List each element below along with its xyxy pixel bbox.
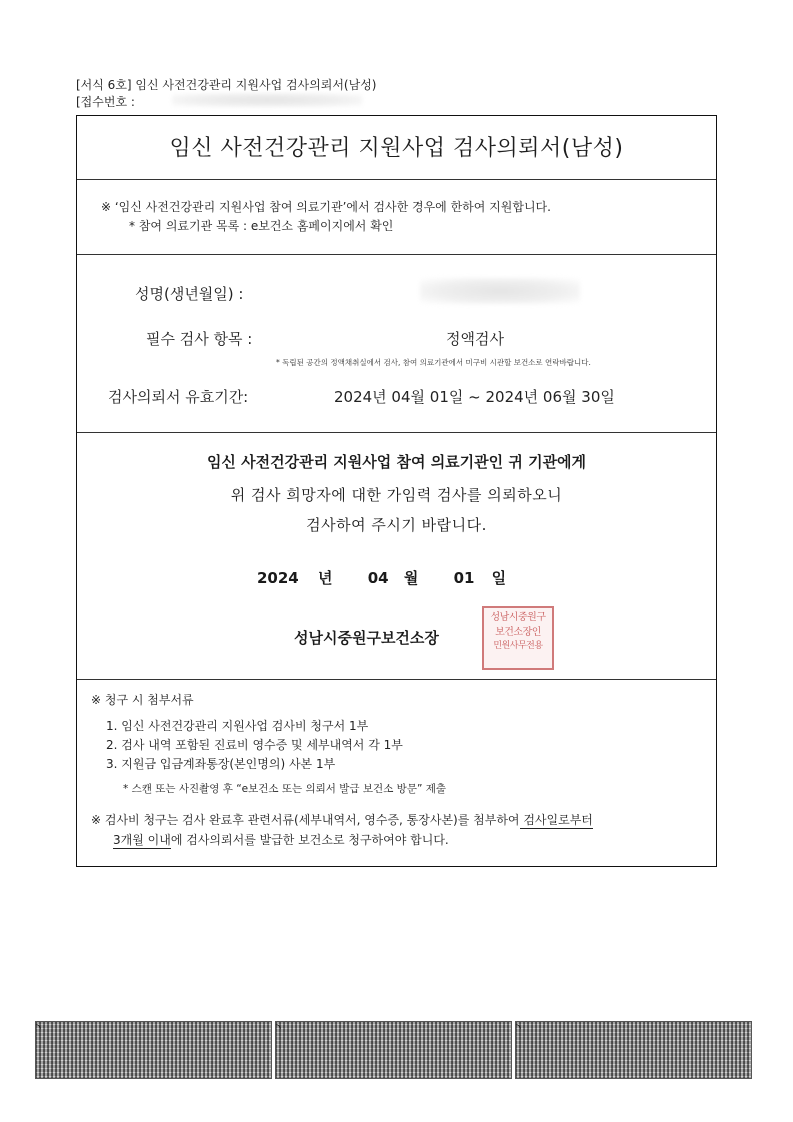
validity-period — [334, 386, 615, 407]
seal-line-2: 보건소장인 — [495, 626, 541, 638]
divider-3 — [77, 432, 716, 433]
claim-line-1 — [91, 811, 593, 828]
issue-month: 04 — [367, 569, 389, 587]
issue-date — [257, 567, 506, 588]
security-code-2 — [275, 1021, 512, 1079]
form-header — [76, 76, 376, 93]
validity-start: 2024년 04월 01일 — [334, 388, 464, 406]
name-redaction — [420, 278, 580, 304]
claim-line-2 — [113, 831, 449, 848]
validity-separator: ~ — [468, 388, 481, 406]
divider-4 — [77, 679, 716, 680]
issue-year: 2024 — [257, 569, 299, 587]
validity-end: 2024년 06월 30일 — [485, 388, 615, 406]
test-label: 필수 검사 항목 : — [146, 330, 253, 348]
issue-day-unit: 일 — [491, 569, 507, 587]
notice-line-2: * 참여 의료기관 목록 : e보건소 홈페이지에서 확인 — [129, 219, 394, 233]
code-corner-icon: ◝ — [276, 1021, 281, 1035]
divider-2 — [77, 254, 716, 255]
security-code-3 — [515, 1021, 752, 1079]
claim-text-pre: ※ 검사비 청구는 검사 완료후 관련서류(세부내역서, 영수증, 통장사본)를 첨부하여 — [91, 813, 520, 827]
scan-note: * 스캔 또는 사진촬영 후 “e보건소 또는 의뢰서 발급 보건소 방문” 제출 — [123, 783, 447, 795]
validity-label: 검사의뢰서 유효기간: — [108, 388, 249, 406]
issue-year-unit: 년 — [317, 569, 333, 587]
addressee: 임신 사전건강관리 지원사업 참여 의료기관인 귀 기관에게 — [206, 453, 587, 471]
seal-line-3: 민원사무전용 — [493, 641, 543, 651]
divider-1 — [77, 179, 716, 180]
receipt-number — [76, 93, 135, 110]
security-code-1 — [35, 1021, 272, 1079]
test-value: 정액검사 — [446, 330, 504, 348]
form-header-title: 임신 사전건강관리 지원사업 검사의뢰서(남성) — [135, 78, 377, 92]
code-corner-icon: ◝ — [36, 1021, 41, 1035]
official-seal — [482, 606, 554, 670]
issuer-name: 성남시중원구보건소장 — [294, 629, 439, 647]
document-title: 임신 사전건강관리 지원사업 검사의뢰서(남성) — [169, 136, 624, 161]
claim-deadline-start: 검사일로부터 — [519, 813, 593, 827]
test-note: * 독립된 공간의 정액채취실에서 검사, 참여 의료기관에서 미구비 시관할 보건소로 연락바랍니다. — [276, 358, 591, 367]
code-corner-icon: ◝ — [516, 1021, 521, 1035]
attachment-item-2: 2. 검사 내역 포함된 진료비 영수증 및 세부내역서 각 1부 — [106, 738, 403, 752]
receipt-number-redaction — [172, 93, 362, 107]
claim-text-post: 에 검사의뢰서를 발급한 보건소로 청구하여야 합니다. — [170, 833, 449, 847]
attachments-heading: ※ 청구 시 첨부서류 — [91, 693, 194, 707]
issue-day: 01 — [453, 569, 475, 587]
seal-line-1: 성남시중원구 — [490, 612, 546, 623]
notice-line-1: ※ ‘임신 사전건강관리 지원사업 참여 의료기관’에서 검사한 경우에 한하여 지원합니다. — [101, 200, 551, 214]
attachment-item-3: 3. 지원금 입금계좌통장(본인명의) 사본 1부 — [106, 757, 336, 771]
request-body-line-1: 위 검사 희망자에 대한 가임력 검사를 의뢰하오니 — [230, 486, 563, 504]
request-body-line-2: 검사하여 주시기 바랍니다. — [306, 516, 487, 534]
receipt-label: [접수번호 : — [76, 95, 135, 109]
form-number: [서식 6호] — [76, 78, 132, 92]
attachment-item-1: 1. 임신 사전건강관리 지원사업 검사비 청구서 1부 — [106, 719, 369, 733]
claim-deadline-period: 3개월 이내 — [113, 833, 171, 847]
name-label: 성명(생년월일) : — [135, 285, 244, 303]
issue-month-unit: 월 — [403, 569, 419, 587]
